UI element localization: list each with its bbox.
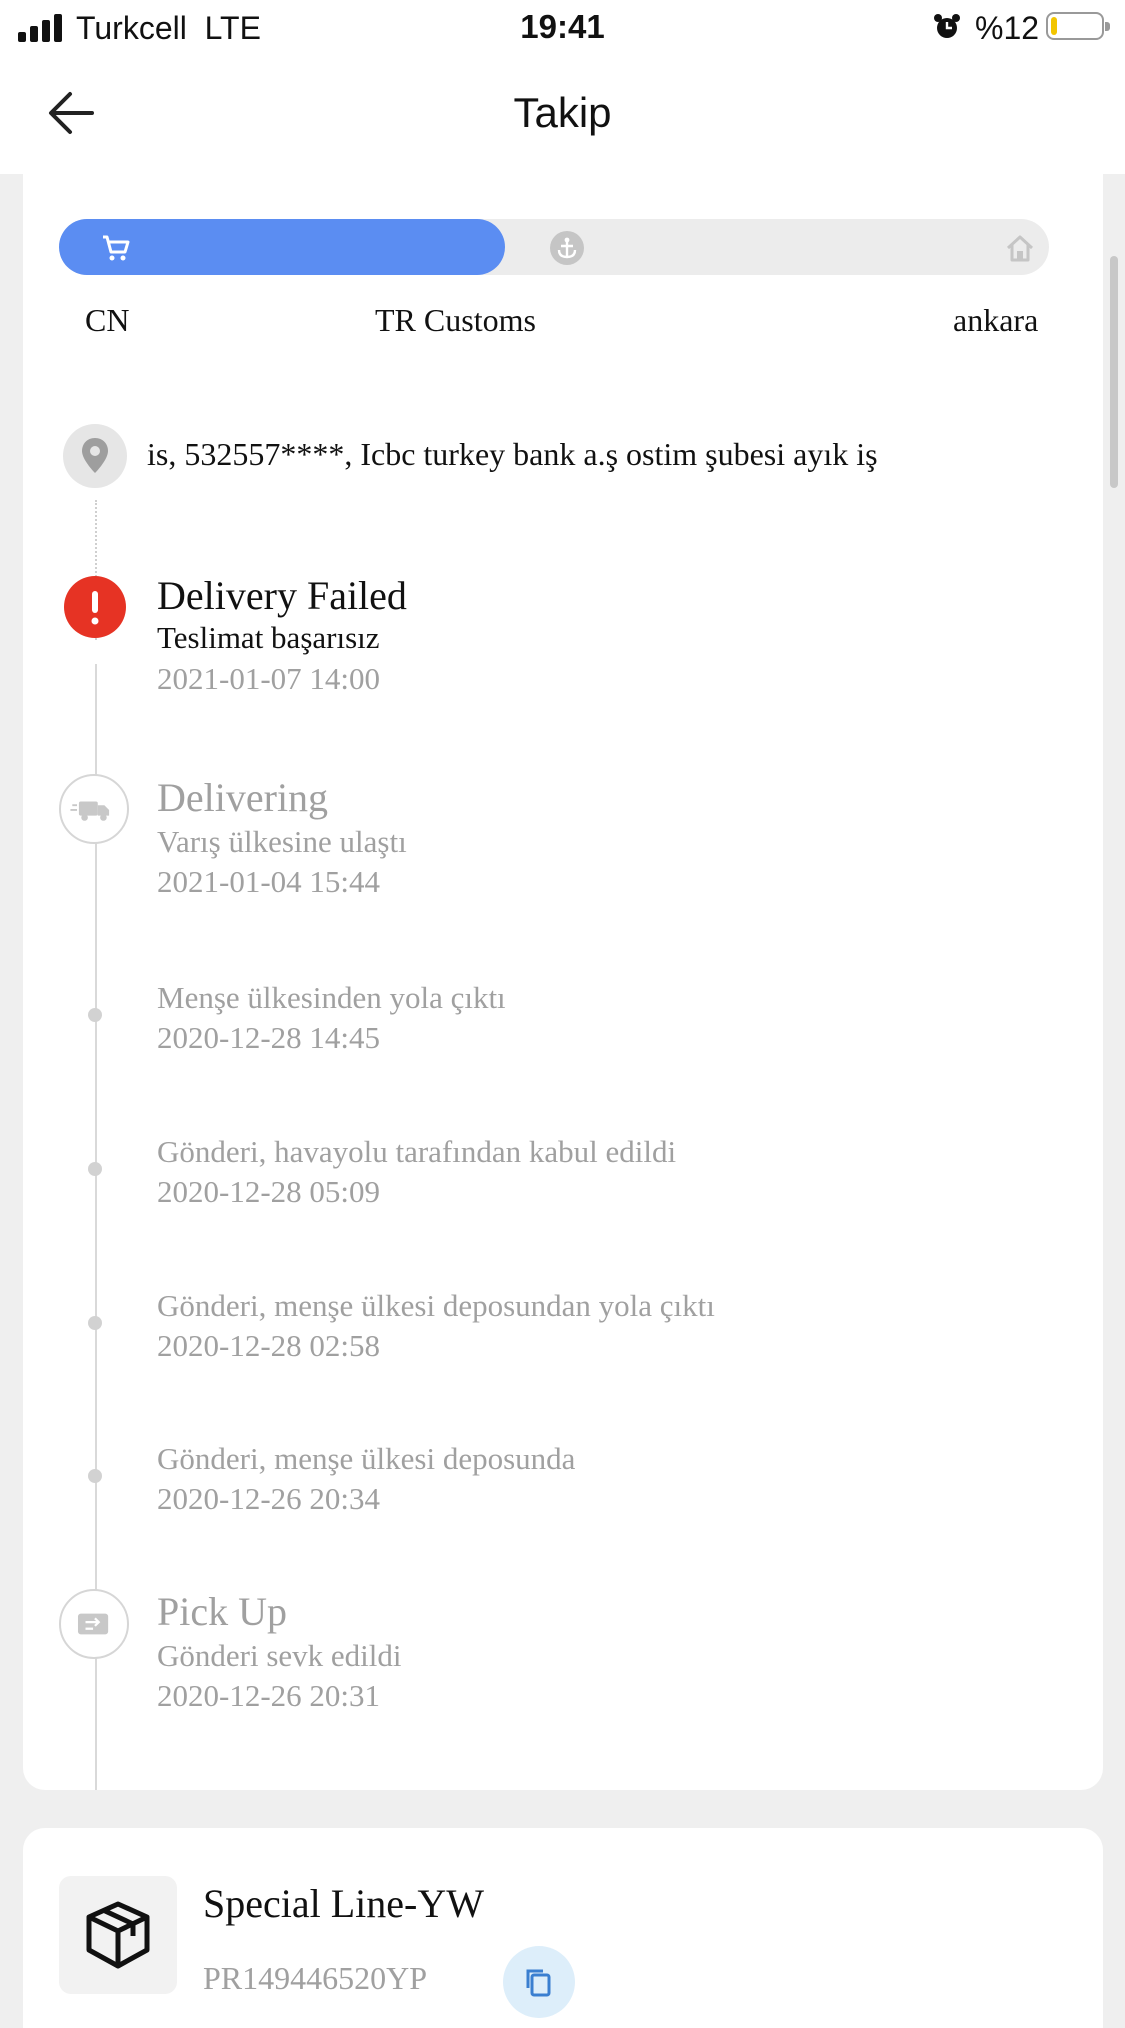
stage-label-destination: ankara — [953, 302, 1039, 338]
event-title: Delivering — [157, 775, 329, 820]
event-title: Delivery Failed — [157, 573, 407, 618]
event-time: 2020-12-26 20:31 — [157, 1678, 381, 1713]
battery-icon — [1046, 12, 1104, 40]
event-description: Gönderi, havayolu tarafından kabul edildi — [157, 1134, 677, 1169]
package-transfer-icon — [59, 1589, 129, 1659]
alert-icon — [64, 576, 126, 638]
shipping-progress-bar — [59, 219, 1049, 275]
event-description: Gönderi, menşe ülkesi deposunda — [157, 1441, 576, 1476]
truck-icon — [59, 774, 129, 844]
stage-label-origin: CN — [85, 302, 130, 338]
event-time: 2021-01-04 15:44 — [157, 864, 381, 899]
event-description: Teslimat başarısız — [157, 620, 380, 655]
tracking-number: PR149446520YP — [203, 1960, 428, 1996]
event-description: Varış ülkesine ulaştı — [157, 824, 407, 859]
tracking-card — [23, 174, 1103, 1790]
box-icon-container — [59, 1876, 177, 1994]
timeline-line — [95, 1264, 97, 1790]
timeline-dot — [88, 1008, 102, 1022]
event-description: Menşe ülkesinden yola çıktı — [157, 980, 506, 1015]
navigation-bar — [0, 56, 1125, 174]
event-title: Pick Up — [157, 1589, 287, 1634]
scrollbar[interactable] — [1110, 256, 1118, 488]
copy-button[interactable] — [503, 1946, 575, 2018]
stage-label-customs: TR Customs — [375, 302, 536, 338]
event-time: 2021-01-07 14:00 — [157, 661, 381, 696]
battery-percent: %12 — [975, 10, 1040, 46]
home-icon — [1005, 233, 1035, 263]
event-description: Gönderi, menşe ülkesi deposundan yola çıktı — [157, 1288, 715, 1323]
location-pin-icon — [63, 424, 127, 488]
carrier-label: Turkcell LTE — [76, 10, 261, 46]
event-time: 2020-12-28 02:58 — [157, 1328, 381, 1363]
event-description: Gönderi sevk edildi — [157, 1638, 402, 1673]
timeline-dot — [88, 1162, 102, 1176]
delivery-address: is, 532557****, Icbc turkey bank a.ş ostim şubesi ayık iş — [147, 436, 878, 472]
timeline-dot — [88, 1316, 102, 1330]
page-title: Takip — [513, 89, 612, 136]
anchor-icon — [550, 231, 584, 265]
copy-icon — [523, 1966, 555, 1998]
status-bar — [0, 0, 1125, 56]
shipment-card — [23, 1828, 1103, 2028]
alarm-icon — [932, 12, 962, 42]
timeline-dot — [88, 1469, 102, 1483]
box-icon — [83, 1898, 153, 1972]
event-time: 2020-12-28 05:09 — [157, 1174, 381, 1209]
carrier-name: Special Line-YW — [203, 1881, 484, 1926]
cart-icon — [101, 233, 131, 263]
event-time: 2020-12-28 14:45 — [157, 1020, 381, 1055]
clock: 19:41 — [520, 8, 605, 45]
event-time: 2020-12-26 20:34 — [157, 1481, 381, 1516]
